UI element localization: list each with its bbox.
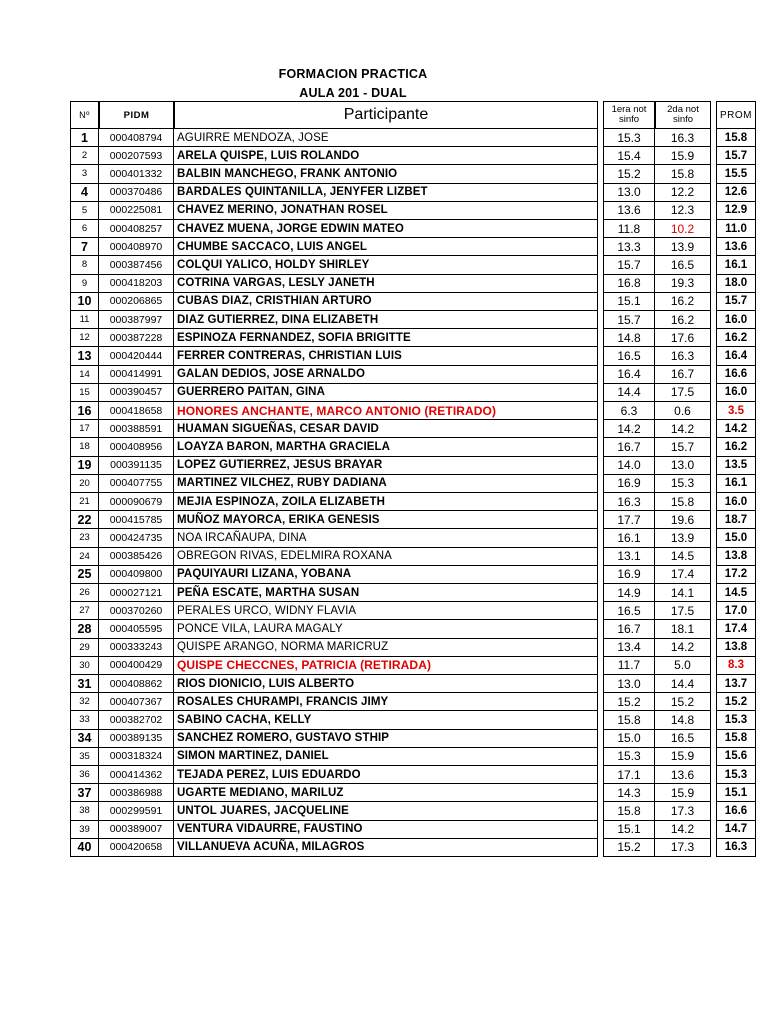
row-participant-name: MUÑOZ MAYORCA, ERIKA GENESIS	[174, 511, 598, 529]
row-pidm: 000027121	[99, 584, 174, 602]
row-nota1: 13.6	[603, 202, 655, 220]
row-prom: 15.8	[716, 730, 756, 748]
row-nota1: 13.3	[603, 238, 655, 256]
row-participant-name: PERALES URCO, WIDNY FLAVIA	[174, 602, 598, 620]
row-participant-name: UNTOL JUARES, JACQUELINE	[174, 802, 598, 820]
row-prom: 8.3	[716, 657, 756, 675]
row-nota1: 14.8	[603, 329, 655, 347]
table-row	[70, 602, 756, 620]
row-participant-name: BALBIN MANCHEGO, FRANK ANTONIO	[174, 165, 598, 183]
row-participant-name: VENTURA VIDAURRE, FAUSTINO	[174, 821, 598, 839]
row-pidm: 000401332	[99, 165, 174, 183]
row-nota1: 15.3	[603, 748, 655, 766]
row-nota2: 16.2	[655, 293, 711, 311]
row-number: 10	[70, 293, 99, 311]
row-nota1: 16.8	[603, 275, 655, 293]
row-nota1: 16.7	[603, 438, 655, 456]
row-number: 40	[70, 839, 99, 857]
row-nota2: 12.3	[655, 202, 711, 220]
row-nota2: 16.5	[655, 730, 711, 748]
row-participant-name: PONCE VILA, LAURA MAGALY	[174, 620, 598, 638]
table-row	[70, 511, 756, 529]
row-participant-name: ESPINOZA FERNANDEZ, SOFIA BRIGITTE	[174, 329, 598, 347]
row-participant-name: LOAYZA BARON, MARTHA GRACIELA	[174, 438, 598, 456]
row-pidm: 000225081	[99, 202, 174, 220]
table-row	[70, 366, 756, 384]
row-prom: 14.2	[716, 420, 756, 438]
row-participant-name: RIOS DIONICIO, LUIS ALBERTO	[174, 675, 598, 693]
row-number: 23	[70, 529, 99, 547]
row-nota1: 14.3	[603, 784, 655, 802]
row-participant-name: MARTINEZ VILCHEZ, RUBY DADIANA	[174, 475, 598, 493]
row-number: 29	[70, 639, 99, 657]
row-pidm: 000408794	[99, 129, 174, 147]
row-participant-name: GALAN DEDIOS, JOSE ARNALDO	[174, 366, 598, 384]
row-prom: 18.0	[716, 275, 756, 293]
row-pidm: 000206865	[99, 293, 174, 311]
row-nota1: 16.5	[603, 602, 655, 620]
row-nota2: 17.6	[655, 329, 711, 347]
table-row	[70, 657, 756, 675]
row-nota2: 16.3	[655, 129, 711, 147]
row-pidm: 000414362	[99, 766, 174, 784]
row-nota1: 13.4	[603, 639, 655, 657]
row-nota1: 11.7	[603, 657, 655, 675]
row-participant-name: CHUMBE SACCACO, LUIS ANGEL	[174, 238, 598, 256]
row-prom: 16.1	[716, 475, 756, 493]
row-prom: 13.8	[716, 548, 756, 566]
row-participant-name: GUERRERO PAITAN, GINA	[174, 384, 598, 402]
row-prom: 15.3	[716, 711, 756, 729]
row-nota2: 16.7	[655, 366, 711, 384]
row-participant-name: FERRER CONTRERAS, CHRISTIAN LUIS	[174, 347, 598, 365]
row-number: 6	[70, 220, 99, 238]
row-nota1: 17.7	[603, 511, 655, 529]
row-participant-name: PEÑA ESCATE, MARTHA SUSAN	[174, 584, 598, 602]
row-nota1: 15.8	[603, 802, 655, 820]
table-row	[70, 821, 756, 839]
row-number: 3	[70, 165, 99, 183]
row-number: 37	[70, 784, 99, 802]
row-participant-name: SABINO CACHA, KELLY	[174, 711, 598, 729]
row-prom: 14.7	[716, 821, 756, 839]
row-nota1: 15.1	[603, 293, 655, 311]
row-prom: 15.6	[716, 748, 756, 766]
table-row	[70, 329, 756, 347]
row-prom: 16.0	[716, 311, 756, 329]
row-number: 13	[70, 347, 99, 365]
row-nota2: 17.3	[655, 839, 711, 857]
table-row	[70, 420, 756, 438]
row-prom: 15.7	[716, 147, 756, 165]
row-prom: 3.5	[716, 402, 756, 420]
row-nota1: 16.7	[603, 620, 655, 638]
row-number: 11	[70, 311, 99, 329]
row-nota1: 15.0	[603, 730, 655, 748]
row-prom: 15.7	[716, 293, 756, 311]
row-nota2: 15.7	[655, 438, 711, 456]
table-row	[70, 675, 756, 693]
row-pidm: 000333243	[99, 639, 174, 657]
row-nota1: 15.8	[603, 711, 655, 729]
row-number: 14	[70, 366, 99, 384]
row-nota2: 19.6	[655, 511, 711, 529]
row-nota2: 14.5	[655, 548, 711, 566]
table-row	[70, 639, 756, 657]
row-nota2: 15.2	[655, 693, 711, 711]
row-pidm: 000389135	[99, 730, 174, 748]
row-nota1: 15.2	[603, 693, 655, 711]
row-nota1: 16.9	[603, 475, 655, 493]
row-number: 31	[70, 675, 99, 693]
row-nota1: 16.5	[603, 347, 655, 365]
row-nota2: 15.9	[655, 748, 711, 766]
row-participant-name: ROSALES CHURAMPI, FRANCIS JIMY	[174, 693, 598, 711]
row-number: 17	[70, 420, 99, 438]
row-pidm: 000408970	[99, 238, 174, 256]
row-prom: 16.6	[716, 802, 756, 820]
row-nota1: 13.0	[603, 184, 655, 202]
column-header-participante: Participante	[174, 101, 598, 129]
row-pidm: 000385426	[99, 548, 174, 566]
column-header-nota2: 2da not sinfo	[655, 101, 711, 129]
row-nota2: 15.8	[655, 493, 711, 511]
row-number: 4	[70, 184, 99, 202]
row-prom: 17.4	[716, 620, 756, 638]
row-participant-name: COTRINA VARGAS, LESLY JANETH	[174, 275, 598, 293]
row-pidm: 000387228	[99, 329, 174, 347]
row-prom: 16.4	[716, 347, 756, 365]
row-nota2: 14.2	[655, 639, 711, 657]
table-row	[70, 293, 756, 311]
column-header-number: Nº	[70, 101, 99, 129]
row-pidm: 000387456	[99, 256, 174, 274]
row-prom: 16.6	[716, 366, 756, 384]
row-participant-name: OBREGON RIVAS, EDELMIRA ROXANA	[174, 548, 598, 566]
row-prom: 18.7	[716, 511, 756, 529]
row-nota2: 13.0	[655, 457, 711, 475]
row-nota2: 14.1	[655, 584, 711, 602]
row-pidm: 000424735	[99, 529, 174, 547]
table-row	[70, 457, 756, 475]
row-number: 27	[70, 602, 99, 620]
row-participant-name: AGUIRRE MENDOZA, JOSE	[174, 129, 598, 147]
row-prom: 15.3	[716, 766, 756, 784]
row-pidm: 000414991	[99, 366, 174, 384]
row-nota2: 16.5	[655, 256, 711, 274]
row-participant-name: ARELA QUISPE, LUIS ROLANDO	[174, 147, 598, 165]
row-pidm: 000388591	[99, 420, 174, 438]
row-nota1: 15.7	[603, 256, 655, 274]
row-pidm: 000408257	[99, 220, 174, 238]
row-number: 18	[70, 438, 99, 456]
row-prom: 15.0	[716, 529, 756, 547]
row-nota1: 14.9	[603, 584, 655, 602]
table-row	[70, 275, 756, 293]
row-nota2: 19.3	[655, 275, 711, 293]
row-nota1: 17.1	[603, 766, 655, 784]
row-number: 21	[70, 493, 99, 511]
row-pidm: 000299591	[99, 802, 174, 820]
row-pidm: 000389007	[99, 821, 174, 839]
row-number: 24	[70, 548, 99, 566]
row-number: 30	[70, 657, 99, 675]
row-pidm: 000407367	[99, 693, 174, 711]
row-prom: 12.6	[716, 184, 756, 202]
row-number: 12	[70, 329, 99, 347]
row-nota2: 10.2	[655, 220, 711, 238]
table-row	[70, 256, 756, 274]
row-prom: 14.5	[716, 584, 756, 602]
row-number: 39	[70, 821, 99, 839]
row-prom: 13.8	[716, 639, 756, 657]
row-participant-name: MEJIA ESPINOZA, ZOILA ELIZABETH	[174, 493, 598, 511]
row-pidm: 000370486	[99, 184, 174, 202]
row-participant-name: CHAVEZ MERINO, JONATHAN ROSEL	[174, 202, 598, 220]
row-pidm: 000420444	[99, 347, 174, 365]
row-number: 16	[70, 402, 99, 420]
table-row	[70, 620, 756, 638]
row-nota2: 16.3	[655, 347, 711, 365]
row-number: 8	[70, 256, 99, 274]
row-participant-name: HUAMAN SIGUEÑAS, CESAR DAVID	[174, 420, 598, 438]
row-prom: 17.0	[716, 602, 756, 620]
table-row	[70, 584, 756, 602]
row-nota1: 15.1	[603, 821, 655, 839]
table-row	[70, 238, 756, 256]
table-row	[70, 566, 756, 584]
row-number: 9	[70, 275, 99, 293]
row-participant-name: VILLANUEVA ACUÑA, MILAGROS	[174, 839, 598, 857]
row-nota1: 15.4	[603, 147, 655, 165]
row-nota1: 6.3	[603, 402, 655, 420]
row-nota2: 13.9	[655, 238, 711, 256]
table-row	[70, 802, 756, 820]
table-row	[70, 711, 756, 729]
row-nota1: 15.7	[603, 311, 655, 329]
row-nota1: 16.1	[603, 529, 655, 547]
row-number: 5	[70, 202, 99, 220]
row-pidm: 000318324	[99, 748, 174, 766]
table-row	[70, 347, 756, 365]
row-pidm: 000390457	[99, 384, 174, 402]
table-row	[70, 730, 756, 748]
row-number: 15	[70, 384, 99, 402]
row-nota2: 17.4	[655, 566, 711, 584]
row-nota1: 16.3	[603, 493, 655, 511]
row-number: 7	[70, 238, 99, 256]
row-nota1: 13.0	[603, 675, 655, 693]
row-nota2: 14.4	[655, 675, 711, 693]
row-pidm: 000387997	[99, 311, 174, 329]
table-row	[70, 766, 756, 784]
row-number: 36	[70, 766, 99, 784]
row-nota2: 15.9	[655, 784, 711, 802]
table-row	[70, 493, 756, 511]
row-number: 38	[70, 802, 99, 820]
row-pidm: 000418203	[99, 275, 174, 293]
table-row	[70, 784, 756, 802]
table-row	[70, 384, 756, 402]
row-pidm: 000090679	[99, 493, 174, 511]
column-header-prom: PROM	[716, 101, 756, 129]
row-number: 1	[70, 129, 99, 147]
table-row	[70, 184, 756, 202]
table-row	[70, 147, 756, 165]
row-number: 32	[70, 693, 99, 711]
table-row	[70, 311, 756, 329]
row-participant-name: HONORES ANCHANTE, MARCO ANTONIO (RETIRADO)	[174, 402, 598, 420]
row-prom: 16.2	[716, 438, 756, 456]
row-nota2: 15.8	[655, 165, 711, 183]
row-nota2: 14.8	[655, 711, 711, 729]
row-nota1: 15.2	[603, 839, 655, 857]
row-pidm: 000418658	[99, 402, 174, 420]
row-number: 28	[70, 620, 99, 638]
row-nota2: 15.9	[655, 147, 711, 165]
document-subtitle: AULA 201 - DUAL	[299, 86, 407, 100]
row-nota1: 16.4	[603, 366, 655, 384]
row-pidm: 000370260	[99, 602, 174, 620]
row-pidm: 000408956	[99, 438, 174, 456]
row-participant-name: SIMON MARTINEZ, DANIEL	[174, 748, 598, 766]
row-nota1: 13.1	[603, 548, 655, 566]
column-header-nota1: 1era not sinfo	[603, 101, 655, 129]
row-prom: 15.5	[716, 165, 756, 183]
row-participant-name: DIAZ GUTIERREZ, DINA ELIZABETH	[174, 311, 598, 329]
row-participant-name: SANCHEZ ROMERO, GUSTAVO STHIP	[174, 730, 598, 748]
row-nota2: 17.3	[655, 802, 711, 820]
row-pidm: 000409800	[99, 566, 174, 584]
row-prom: 15.1	[716, 784, 756, 802]
row-prom: 13.5	[716, 457, 756, 475]
row-number: 19	[70, 457, 99, 475]
table-row	[70, 475, 756, 493]
row-nota2: 15.3	[655, 475, 711, 493]
row-pidm: 000207593	[99, 147, 174, 165]
row-prom: 12.9	[716, 202, 756, 220]
row-participant-name: BARDALES QUINTANILLA, JENYFER LIZBET	[174, 184, 598, 202]
row-pidm: 000420658	[99, 839, 174, 857]
row-nota2: 17.5	[655, 384, 711, 402]
row-number: 34	[70, 730, 99, 748]
row-nota2: 13.6	[655, 766, 711, 784]
table-row	[70, 529, 756, 547]
row-participant-name: CUBAS DIAZ, CRISTHIAN ARTURO	[174, 293, 598, 311]
row-participant-name: COLQUI YALICO, HOLDY SHIRLEY	[174, 256, 598, 274]
row-number: 33	[70, 711, 99, 729]
row-nota1: 14.4	[603, 384, 655, 402]
row-participant-name: CHAVEZ MUENA, JORGE EDWIN MATEO	[174, 220, 598, 238]
row-nota2: 5.0	[655, 657, 711, 675]
row-prom: 13.7	[716, 675, 756, 693]
row-nota2: 13.9	[655, 529, 711, 547]
row-nota2: 16.2	[655, 311, 711, 329]
row-prom: 15.2	[716, 693, 756, 711]
table-row	[70, 548, 756, 566]
row-number: 25	[70, 566, 99, 584]
row-prom: 15.8	[716, 129, 756, 147]
row-prom: 11.0	[716, 220, 756, 238]
row-participant-name: TEJADA PEREZ, LUIS EDUARDO	[174, 766, 598, 784]
table-row	[70, 129, 756, 147]
row-nota1: 14.2	[603, 420, 655, 438]
document-title: FORMACION PRACTICA	[278, 67, 428, 81]
row-nota2: 0.6	[655, 402, 711, 420]
table-row	[70, 220, 756, 238]
table-row	[70, 748, 756, 766]
row-nota2: 14.2	[655, 420, 711, 438]
row-pidm: 000391135	[99, 457, 174, 475]
table-row	[70, 165, 756, 183]
row-pidm: 000386988	[99, 784, 174, 802]
table-row	[70, 402, 756, 420]
row-prom: 16.3	[716, 839, 756, 857]
row-nota1: 16.9	[603, 566, 655, 584]
row-participant-name: QUISPE ARANGO, NORMA MARICRUZ	[174, 639, 598, 657]
row-nota2: 12.2	[655, 184, 711, 202]
row-pidm: 000382702	[99, 711, 174, 729]
row-number: 26	[70, 584, 99, 602]
row-nota1: 15.3	[603, 129, 655, 147]
row-participant-name: LOPEZ GUTIERREZ, JESUS BRAYAR	[174, 457, 598, 475]
row-prom: 16.0	[716, 493, 756, 511]
row-number: 20	[70, 475, 99, 493]
row-pidm: 000407755	[99, 475, 174, 493]
row-number: 22	[70, 511, 99, 529]
row-pidm: 000415785	[99, 511, 174, 529]
row-nota2: 17.5	[655, 602, 711, 620]
row-nota1: 11.8	[603, 220, 655, 238]
row-participant-name: UGARTE MEDIANO, MARILUZ	[174, 784, 598, 802]
row-nota1: 14.0	[603, 457, 655, 475]
row-number: 2	[70, 147, 99, 165]
row-pidm: 000405595	[99, 620, 174, 638]
row-prom: 16.0	[716, 384, 756, 402]
row-prom: 16.1	[716, 256, 756, 274]
column-header-pidm: PIDM	[99, 101, 174, 129]
row-nota1: 15.2	[603, 165, 655, 183]
row-participant-name: NOA IRCAÑAUPA, DINA	[174, 529, 598, 547]
row-prom: 13.6	[716, 238, 756, 256]
row-nota2: 18.1	[655, 620, 711, 638]
row-pidm: 000400429	[99, 657, 174, 675]
row-prom: 16.2	[716, 329, 756, 347]
row-prom: 17.2	[716, 566, 756, 584]
row-participant-name: QUISPE CHECCNES, PATRICIA (RETIRADA)	[174, 657, 598, 675]
row-pidm: 000408862	[99, 675, 174, 693]
row-nota2: 14.2	[655, 821, 711, 839]
table-row	[70, 839, 756, 857]
table-row	[70, 438, 756, 456]
table-row	[70, 693, 756, 711]
row-participant-name: PAQUIYAURI LIZANA, YOBANA	[174, 566, 598, 584]
table-row	[70, 202, 756, 220]
row-number: 35	[70, 748, 99, 766]
